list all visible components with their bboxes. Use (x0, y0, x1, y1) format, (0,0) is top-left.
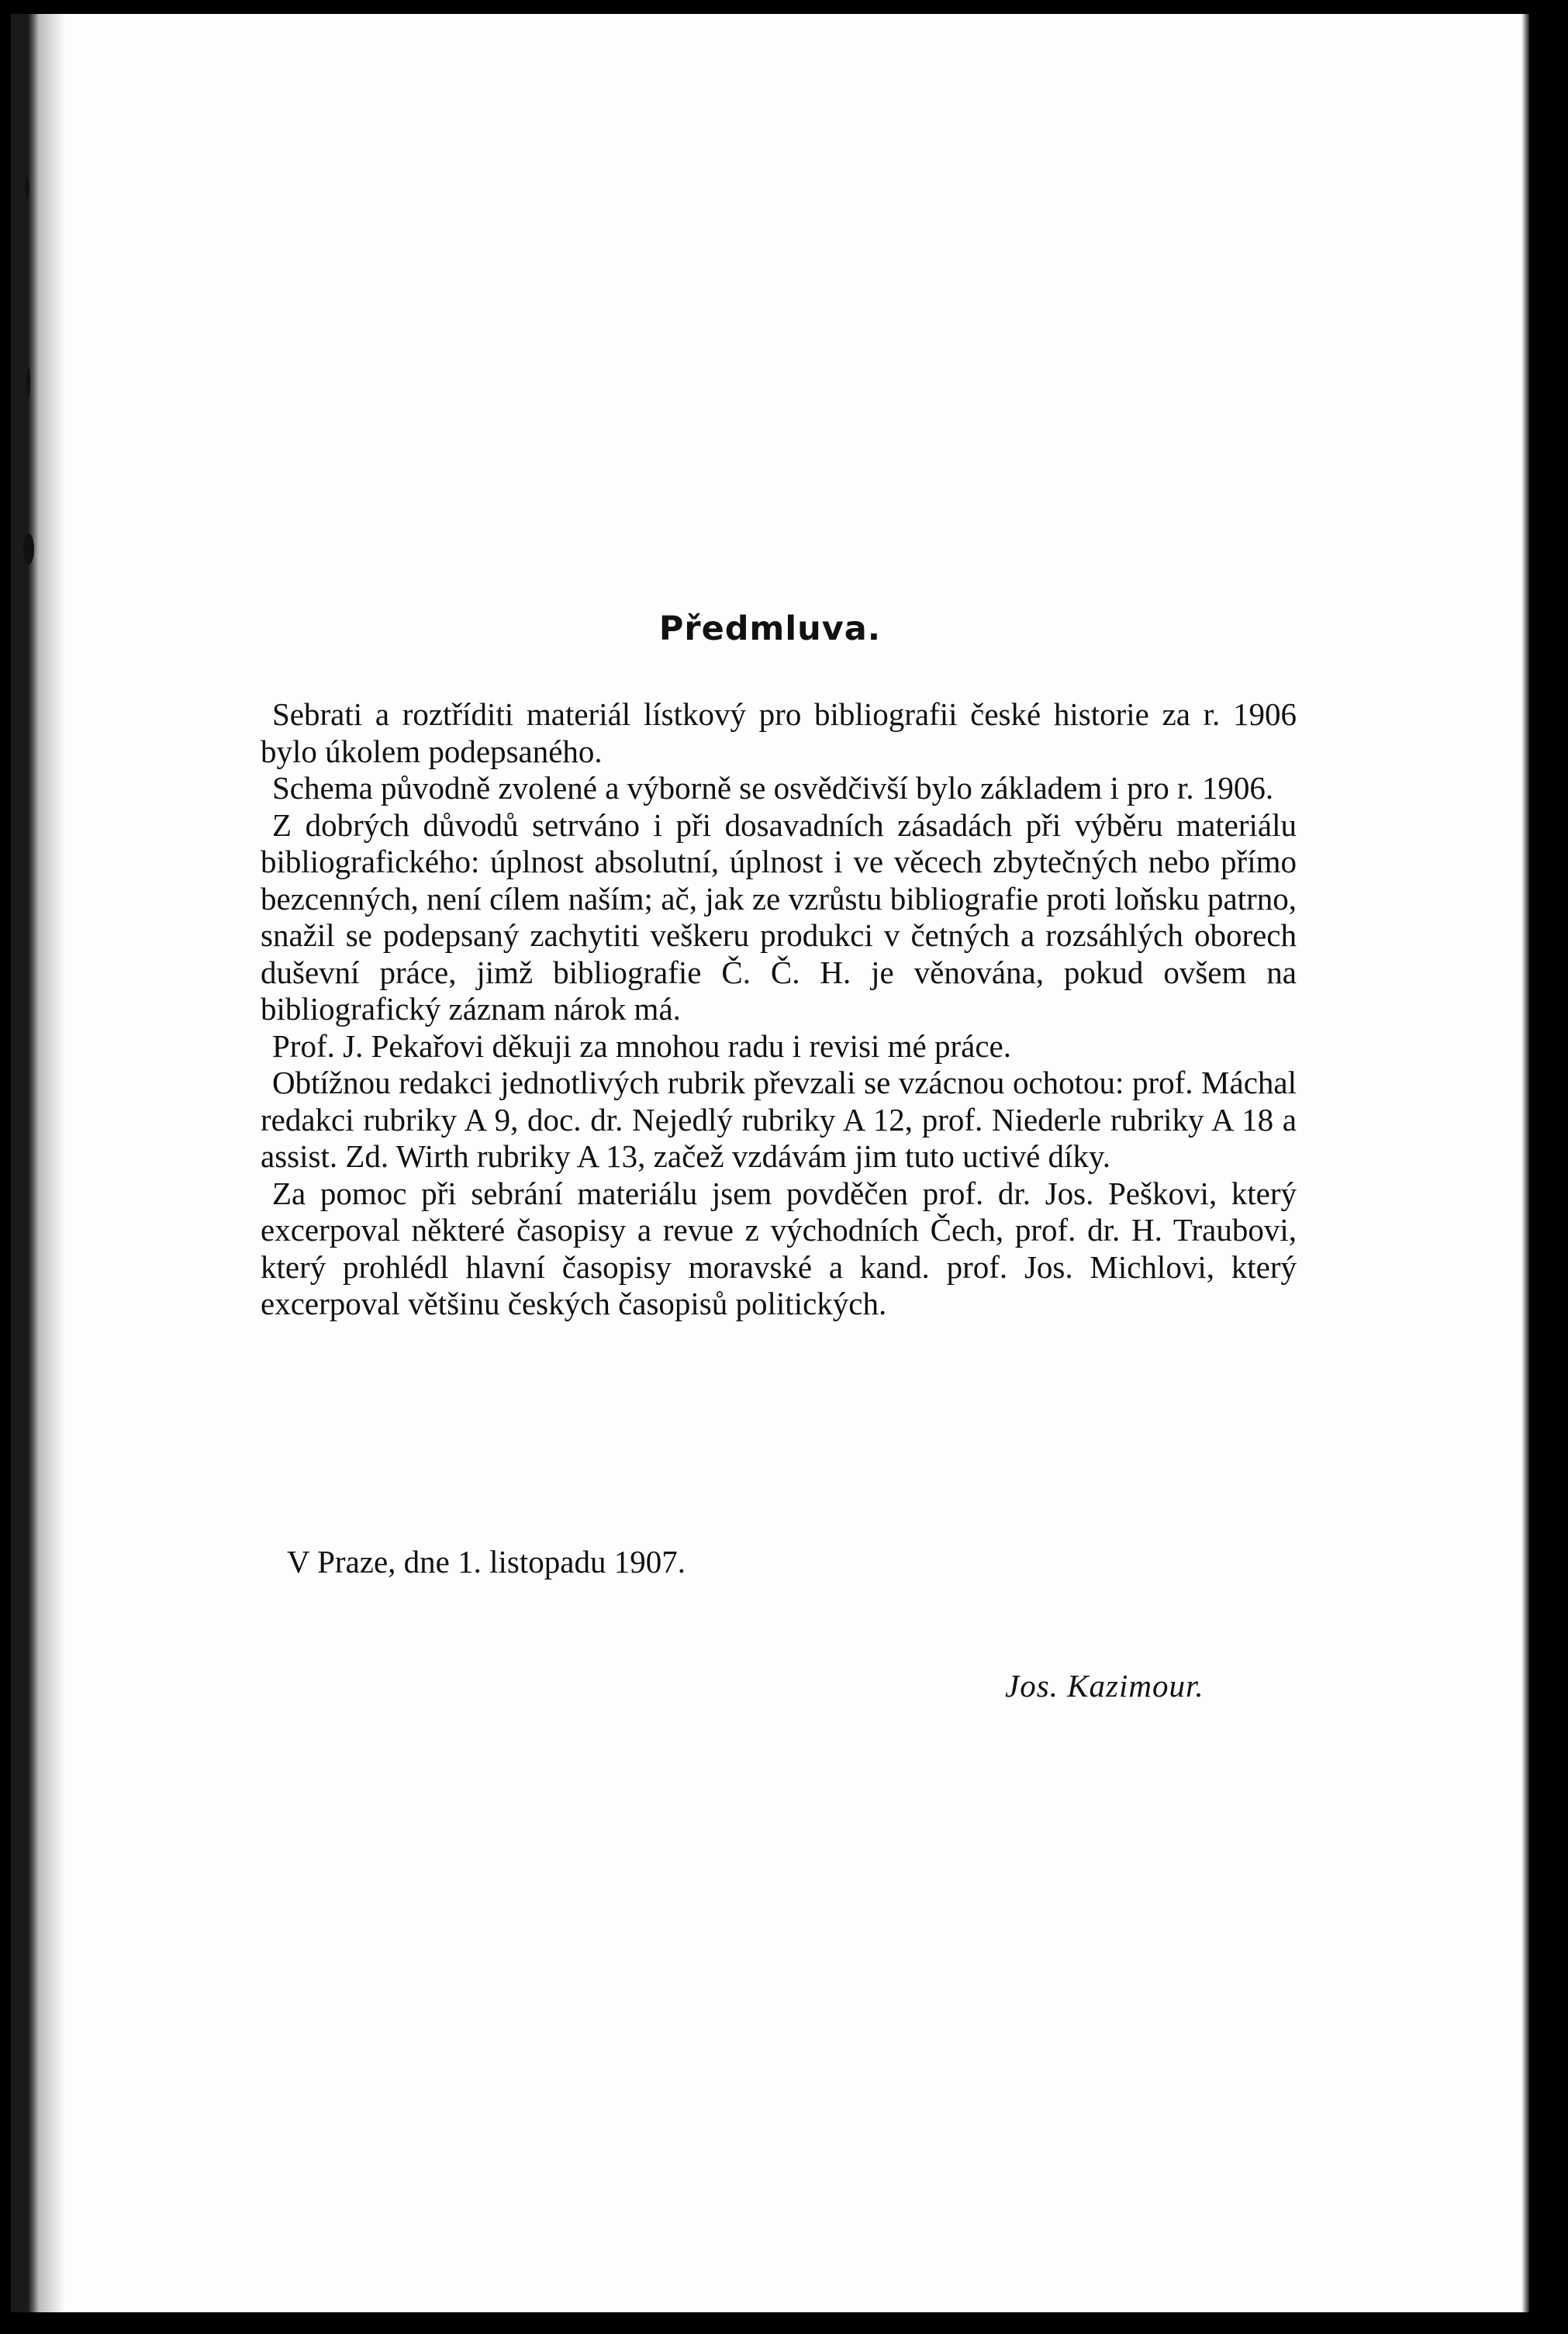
paragraph: Sebrati a roztříditi materiál lístkový pro bibliografii české historie za r. 1906 bylo úkolem podepsaného. (261, 696, 1297, 769)
paragraph: Prof. J. Pekařovi děkuji za mnohou radu i revisi mé práce. (272, 1027, 1011, 1064)
signature: Jos. Kazimour. (1005, 1668, 1204, 1704)
binding-mark (25, 177, 29, 199)
page-right-edge (1521, 14, 1529, 2312)
paragraph: Obtížnou redakci jednotlivých rubrik převzali se vzácnou ochotou: prof. Máchal redakci rubriky A 9, doc. dr. Nejedlý rubriky A 12, prof. Niederle rubriky A 18 a assist. Zd. Wirth rubriky A 13, začež vzdávám jim tuto uctivé díky. (261, 1065, 1297, 1174)
binding-mark (23, 533, 34, 565)
binding-mark (26, 367, 30, 398)
paragraph: Za pomoc při sebrání materiálu jsem povděčen prof. dr. Jos. Peškovi, který excerpoval některé časopisy a revue z východních Čech, prof. dr. H. Traubovi, který prohlédl hlavní časopisy moravské a kand. prof. Jos. Michlovi, který excerpoval většinu českých časopisů politických. (261, 1175, 1297, 1321)
place-date: V Praze, dne 1. listopadu 1907. (287, 1544, 686, 1580)
paragraph: Z dobrých důvodů setrváno i při dosavadních zásadách při výběru materiálu bibliografického: úplnost absolutní, úplnost i ve věcech zbytečných nebo přímo bezcenných, není cílem naším; ač, jak ze vzrůstu bibliografie proti loňsku patrno, snažil se podepsaný zachytiti veškeru produkci v četných a rozsáhlých oborech duševní práce, jimž bibliografie Č. Č. H. je věnována, pokud ovšem na bibliografický záznam nárok má. (261, 806, 1297, 1027)
binding-shadow (11, 14, 65, 2312)
page-sheet (11, 14, 1529, 2312)
page-title: Předmluva. (658, 609, 882, 648)
paragraph: Schema původně zvolené a výborně se osvědčivší bylo základem i pro r. 1906. (272, 770, 1274, 806)
preface-body (261, 696, 1297, 1323)
